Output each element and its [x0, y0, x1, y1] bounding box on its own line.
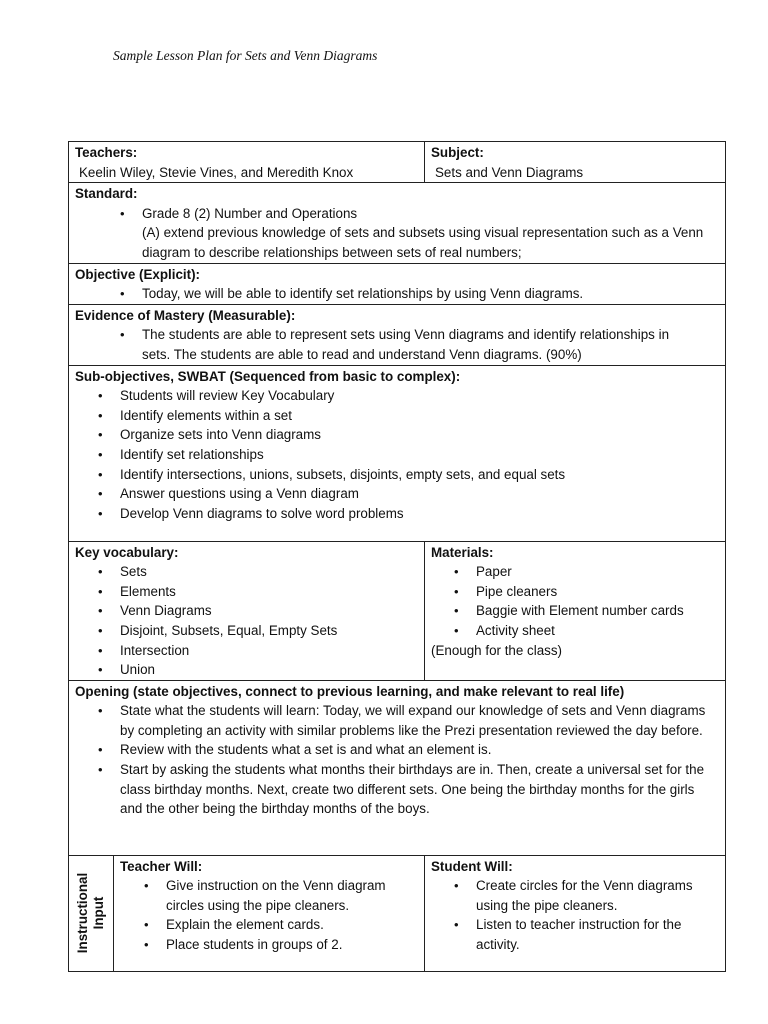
teacher-will-list: [166, 876, 418, 954]
subobjectives-cell: [69, 365, 726, 541]
instructional-side-cell: [69, 855, 114, 971]
list-item: • Create circles for the Venn diagrams using the pipe cleaners.: [476, 876, 719, 915]
list-item: • Sets: [120, 562, 418, 582]
list-item: • Baggie with Element number cards: [476, 601, 719, 621]
list-item: • Venn Diagrams: [120, 601, 418, 621]
instructional-row: [69, 855, 726, 971]
teachers-label: Teachers:: [75, 145, 138, 160]
teachers-cell: [69, 142, 425, 183]
vocab-materials-row: [69, 541, 726, 680]
standard-detail-line-2: diagram to describe relationships between sets of real numbers;: [142, 244, 522, 260]
list-item: • Identify set relationships: [120, 445, 719, 465]
list-item: • Pipe cleaners: [476, 582, 719, 602]
list-item: • Union: [120, 660, 418, 680]
list-item: • Paper: [476, 562, 719, 582]
standard-cell: [69, 183, 726, 263]
subject-label: Subject:: [431, 145, 484, 160]
materials-cell: [425, 541, 726, 680]
opening-list: [120, 701, 719, 819]
subobjectives-list: [120, 386, 719, 523]
teacher-will-label: Teacher Will:: [120, 858, 203, 874]
list-item: • Organize sets into Venn diagrams: [120, 425, 719, 445]
list-item: • Place students in groups of 2.: [166, 935, 418, 955]
objective-row: [69, 263, 726, 304]
list-item: • Answer questions using a Venn diagram: [120, 484, 719, 504]
list-item: • Intersection: [120, 641, 418, 661]
list-item: • The students are able to represent sets using Venn diagrams and identify relationships in sets. The students are able to read and understand Venn diagrams. (90%): [142, 325, 687, 364]
objective-cell: [69, 263, 726, 304]
standard-item: • Grade 8 (2) Number and Operations: [142, 205, 358, 221]
objective-list: [142, 284, 719, 304]
list-item: • Identify intersections, unions, subsets, disjoints, empty sets, and equal sets: [120, 465, 719, 485]
list-item: [142, 204, 719, 263]
vocabulary-label: Key vocabulary:: [75, 544, 179, 560]
evidence-label: Evidence of Mastery (Measurable):: [75, 307, 296, 323]
list-item: • Start by asking the students what months their birthdays are in. Then, create a universal set for the class birthday months. Next, create two different sets. One being the birthday months for the girls and the other being the birthday months of the boys.: [120, 760, 719, 819]
standard-list: [142, 204, 719, 263]
materials-list: [476, 562, 719, 640]
subject-value: Sets and Venn Diagrams: [435, 164, 584, 180]
standard-row: [69, 183, 726, 263]
teachers-subject-row: [69, 142, 726, 183]
materials-label: Materials:: [431, 544, 494, 560]
evidence-list: [142, 325, 719, 364]
teachers-value: Keelin Wiley, Stevie Vines, and Meredith Knox: [79, 164, 354, 180]
list-item: • State what the students will learn: Today, we will expand our knowledge of sets and Venn diagrams by completing an activity with similar problems like the Prezi presentation reviewed the day before.: [120, 701, 719, 740]
opening-label: Opening (state objectives, connect to previous learning, and make relevant to real life): [75, 683, 625, 699]
list-item: • Disjoint, Subsets, Equal, Empty Sets: [120, 621, 418, 641]
subobjectives-label: Sub-objectives, SWBAT (Sequenced from basic to complex):: [75, 368, 461, 384]
student-will-list: [476, 876, 719, 954]
list-item: • Explain the element cards.: [166, 915, 418, 935]
lesson-plan-table: [68, 141, 726, 972]
evidence-row: [69, 304, 726, 365]
evidence-cell: [69, 304, 726, 365]
list-item: • Listen to teacher instruction for the activity.: [476, 915, 719, 954]
standard-detail-line-1: (A) extend previous knowledge of sets and subsets using visual representation such as a Venn: [142, 225, 704, 241]
vocabulary-cell: [69, 541, 425, 680]
instructional-input-label: Instructional Input: [75, 873, 106, 954]
teacher-will-cell: [114, 855, 425, 971]
list-item: • Give instruction on the Venn diagram circles using the pipe cleaners.: [166, 876, 418, 915]
materials-note: (Enough for the class): [431, 642, 562, 658]
student-will-label: Student Will:: [431, 858, 513, 874]
opening-cell: [69, 680, 726, 855]
list-item: • Activity sheet: [476, 621, 719, 641]
document-title: Sample Lesson Plan for Sets and Venn Diagrams: [113, 48, 378, 63]
list-item: • Elements: [120, 582, 418, 602]
student-will-cell: [425, 855, 726, 971]
list-item: • Develop Venn diagrams to solve word problems: [120, 504, 719, 524]
subject-cell: [425, 142, 726, 183]
vocabulary-list: [120, 562, 418, 680]
list-item: • Today, we will be able to identify set relationships by using Venn diagrams.: [142, 284, 719, 304]
list-item: • Review with the students what a set is and what an element is.: [120, 740, 719, 760]
objective-label: Objective (Explicit):: [75, 266, 201, 282]
list-item: • Identify elements within a set: [120, 406, 719, 426]
opening-row: [69, 680, 726, 855]
standard-label: Standard:: [75, 186, 138, 202]
list-item: • Students will review Key Vocabulary: [120, 386, 719, 406]
subobjectives-row: [69, 365, 726, 541]
